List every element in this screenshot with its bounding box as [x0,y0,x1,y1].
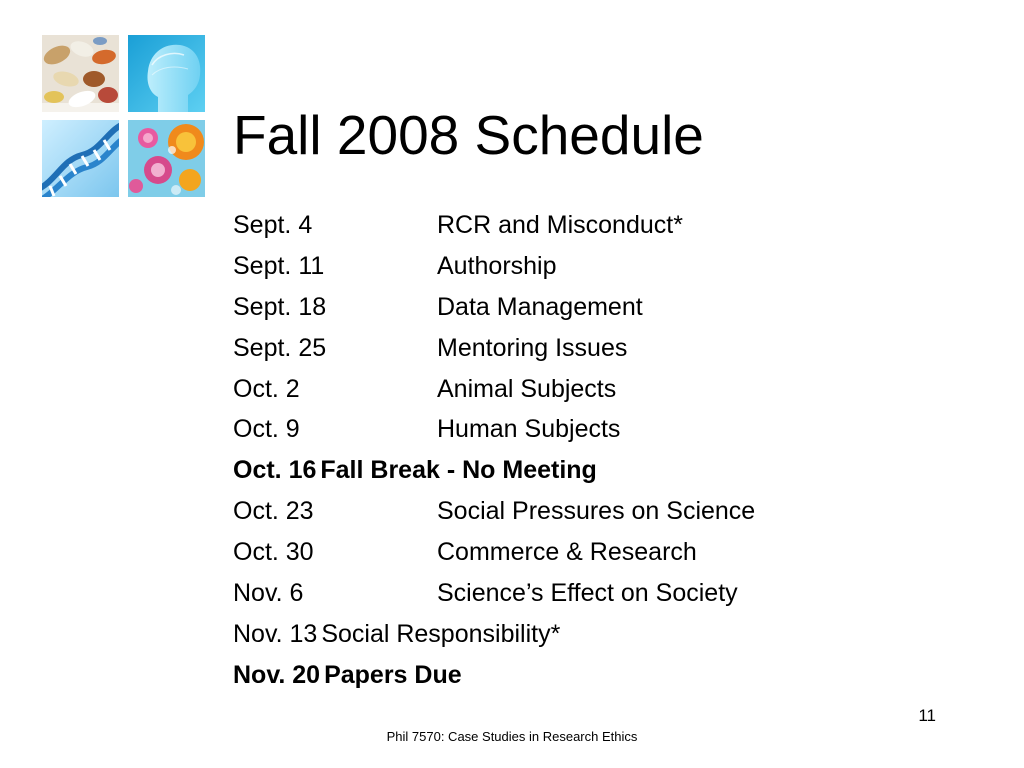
page-number: 11 [918,706,936,725]
schedule-topic: Mentoring Issues [437,333,628,362]
schedule-date: Oct. 23 [233,497,314,526]
schedule-row [233,450,933,491]
schedule-topic: Science’s Effect on Society [437,579,738,608]
schedule-topic: Authorship [437,251,557,280]
schedule-row [233,532,933,573]
schedule-date: Sept. 18 [233,292,327,321]
schedule-topic: Human Subjects [437,415,621,444]
schedule-date: Oct. 9 [233,415,300,444]
schedule-row [233,491,933,532]
pills-photo [42,35,119,112]
schedule-topic: Papers Due [324,660,462,689]
schedule-row [233,205,933,246]
schedule-date: Sept. 4 [233,211,313,239]
schedule-topic: Animal Subjects [437,374,617,403]
schedule-topic: Fall Break - No Meeting [320,456,597,485]
schedule-row [233,328,933,369]
schedule-date: Nov. 13 [233,619,318,648]
schedule-list [233,205,933,696]
schedule-topic: RCR and Misconduct* [437,211,683,239]
dna-helix-photo [42,120,119,197]
human-head-photo [128,35,205,112]
schedule-date: Sept. 11 [233,251,325,280]
schedule-date: Sept. 25 [233,333,327,362]
schedule-date: Nov. 20 [233,660,321,689]
schedule-date: Oct. 16 [233,456,317,485]
schedule-topic: Social Pressures on Science [437,497,756,526]
schedule-row [233,246,933,287]
schedule-row [233,369,933,410]
schedule-date: Nov. 6 [233,579,304,608]
schedule-row [233,573,933,614]
schedule-row [233,614,933,655]
schedule-topic: Data Management [437,292,643,321]
footer-text: Phil 7570: Case Studies in Research Ethics [386,729,638,744]
schedule-row [233,409,933,450]
schedule-topic: Social Responsibility* [321,619,561,648]
schedule-topic: Commerce & Research [437,538,697,567]
schedule-row [233,655,933,696]
schedule-date: Oct. 2 [233,374,300,403]
schedule-row [233,287,933,328]
schedule-date: Oct. 30 [233,538,314,567]
slide-title: Fall 2008 Schedule [233,104,704,166]
cells-photo [128,120,205,197]
